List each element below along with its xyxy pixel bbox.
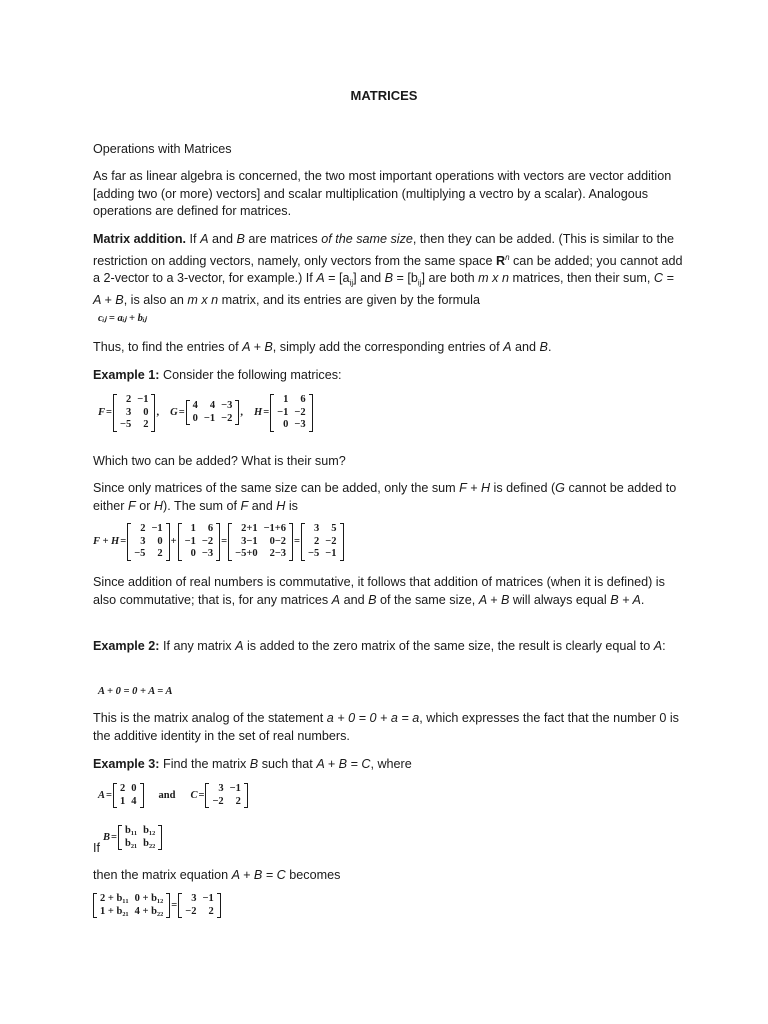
matrix-entry: 1 — [283, 394, 289, 405]
matrix-entry: 0 — [190, 548, 196, 559]
matrix-table — [209, 783, 243, 808]
matrix-sum-expanded — [228, 523, 293, 561]
analog-paragraph — [93, 710, 683, 745]
matrix-table — [274, 394, 308, 432]
matrix-entry: 3 — [314, 523, 320, 534]
matrix-entry: 2 — [140, 523, 146, 534]
matrix-table — [190, 400, 236, 425]
matrix-row — [190, 413, 236, 426]
matrix-entry: −5 — [308, 548, 320, 559]
text: cannot be added to either — [93, 481, 677, 513]
if-word: If — [93, 841, 100, 855]
matrix-entry: −1 — [202, 893, 214, 904]
matrix-row — [209, 783, 243, 796]
var: A — [331, 592, 341, 607]
var: H — [276, 498, 286, 513]
section-heading: Operations with Matrices — [93, 142, 232, 156]
matrix-entry: 0 — [143, 406, 149, 418]
equals: = — [198, 790, 205, 801]
example3-then — [93, 867, 683, 885]
matrix-entry: 0−2 — [269, 535, 287, 547]
text: and — [208, 232, 237, 246]
matrix-entry: 2 — [235, 795, 241, 807]
matrix-row — [232, 523, 289, 536]
matrix-row — [182, 536, 216, 549]
equation: a + 0 = 0 + a = a — [326, 711, 420, 725]
and-word: and — [158, 790, 176, 801]
equals: = — [106, 790, 112, 801]
matrix-entry: 2 — [157, 548, 163, 559]
var: F — [128, 498, 136, 513]
var-b: B — [236, 232, 245, 246]
matrix-row — [182, 906, 216, 919]
real-space-symbol: R — [495, 253, 506, 268]
matrix-table — [117, 394, 151, 432]
matrix-entry: 2 — [208, 905, 214, 917]
matrix-entry: 3−1 — [241, 535, 258, 547]
matrix-entry: −3 — [201, 548, 214, 559]
matrix-a — [113, 783, 144, 808]
matrix-table — [182, 893, 216, 918]
sum-label: F + H — [93, 536, 120, 548]
example3-given-matrices — [98, 783, 248, 808]
matrix-row — [97, 906, 166, 919]
matrix-g-label: G — [170, 407, 178, 419]
matrix-b-definition — [103, 825, 162, 850]
matrix-entry: b₁₁ — [125, 825, 138, 836]
matrix-b-label: B — [103, 832, 111, 843]
text: , which expresses the fact that the number 0 is the additive identity in the set of real numbers. — [93, 711, 679, 743]
matrix-row — [131, 523, 165, 536]
matrix-entry: −3 — [221, 400, 233, 412]
matrix-entry: 2 — [314, 535, 320, 547]
matrix-entry: −2 — [221, 412, 233, 424]
matrix-entry: −2 — [201, 535, 214, 547]
var: G — [555, 481, 565, 495]
matrix-entry: 2 + b₁₁ — [100, 893, 129, 904]
matrix-entry: −1 — [277, 406, 289, 418]
matrix-b — [118, 825, 162, 850]
var: A — [503, 340, 512, 354]
matrix-row — [131, 548, 165, 561]
matrix-entry: −2 — [325, 535, 337, 547]
matrix-entry: 3 — [140, 535, 146, 547]
matrix-entry: 2+1 — [241, 523, 258, 534]
text: and — [511, 340, 540, 354]
text: , simply add the corresponding entries of — [272, 340, 504, 354]
matrix-a-label: A — [98, 790, 106, 801]
text: If — [186, 232, 201, 246]
matrix-row — [232, 548, 289, 561]
sum-formula: cᵢⱼ = aᵢⱼ + bᵢⱼ — [98, 313, 147, 324]
text: is added to the zero matrix of the same size, the result is clearly equal to — [243, 639, 654, 653]
matrix-entry: 2 — [120, 783, 126, 794]
matrix-row — [274, 394, 308, 407]
var: F — [240, 498, 249, 513]
equals: = — [221, 536, 228, 548]
matrix-row — [305, 523, 339, 536]
text: or — [135, 498, 154, 513]
matrix-entry: −1 — [137, 394, 149, 405]
matrix-entry: 3 — [218, 783, 224, 794]
matrix-entry: 2 — [125, 394, 132, 405]
intro-paragraph: As far as linear algebra is concerned, the two most important operations with vectors are vector addition [adding two (or more) vectors] and scalar multiplication (multiplying a vectro by a scalar). Analogous operations are defined for matrices. — [93, 169, 672, 219]
matrix-entry: 6 — [300, 394, 306, 405]
text: can be added; you cannot add a 2-vector to a 3-vector, for example.) If — [93, 253, 683, 286]
matrix-entry: 3 — [125, 406, 132, 418]
matrix-entry: 0 — [131, 783, 137, 794]
matrix-entry: 6 — [207, 523, 214, 534]
equals: = — [120, 536, 127, 548]
matrix-rhs — [178, 893, 220, 918]
matrix-sum-result — [301, 523, 343, 561]
comma: , — [156, 407, 160, 419]
matrix-entry: −1+6 — [263, 523, 287, 534]
text: matrix, and its entries are given by the formula — [218, 293, 480, 308]
equation: A + B = C — [231, 868, 286, 882]
equals: = — [178, 407, 185, 419]
matrix-row — [190, 400, 236, 413]
matrix-entry: −5 — [120, 419, 132, 430]
text: Consider the following matrices: — [159, 368, 342, 382]
text: is defined ( — [490, 481, 556, 495]
page-title: MATRICES — [350, 88, 418, 103]
matrix-lhs — [93, 893, 170, 918]
matrix-c — [205, 783, 247, 808]
matrix-entry: −2 — [212, 795, 224, 807]
matrix-row — [305, 536, 339, 549]
equation: A + B = C — [316, 757, 371, 771]
text: If any matrix — [159, 639, 236, 653]
text: and — [248, 498, 277, 513]
matrix-f — [113, 394, 155, 432]
text: ] and — [353, 271, 385, 286]
var: B — [249, 757, 259, 771]
text: matrices, then their sum, — [508, 271, 654, 286]
equals: = — [106, 407, 112, 419]
text: . — [640, 592, 645, 607]
text: : — [662, 639, 666, 653]
matrix-entry: 0 — [192, 412, 198, 424]
matrix-table — [232, 523, 289, 561]
text: will always equal — [509, 592, 611, 607]
matrix-addition-paragraph — [93, 231, 683, 310]
example1-matrices — [98, 394, 313, 432]
matrix-entry: 0 + b₁₂ — [134, 893, 164, 904]
text: , where — [370, 757, 412, 771]
matrix-entry: −1 — [229, 783, 241, 794]
matrix-table — [131, 523, 165, 561]
matrix-entry: 0 — [157, 535, 163, 547]
matrix-row — [117, 407, 151, 420]
matrix-h-label: H — [254, 407, 263, 419]
example1-intro — [93, 367, 683, 385]
text: becomes — [285, 868, 341, 882]
matrix-entry: 1 — [190, 523, 196, 534]
matrix-c-label: C — [190, 790, 198, 801]
matrix-entry: −1 — [325, 548, 337, 559]
text: Since addition of real numbers is commutative, it follows that addition of matrices (when it is defined) is also commutative; that is, for any matrices — [93, 575, 665, 607]
matrix-entry: −1 — [184, 535, 196, 547]
matrix-row — [232, 536, 289, 549]
matrix-row — [122, 838, 158, 851]
matrix-entry: 2 — [143, 419, 149, 430]
example2-paragraph — [93, 638, 683, 656]
equals: = — [294, 536, 301, 548]
text: of the same size, — [376, 592, 479, 607]
text: Thus, to find the entries of — [93, 340, 243, 354]
matrix-h — [178, 523, 220, 561]
matrix-entry: 0 — [283, 419, 289, 430]
text: = [b — [393, 271, 418, 286]
plus: + — [170, 536, 177, 548]
matrix-row — [97, 893, 166, 906]
matrix-entry: −5+0 — [235, 548, 258, 559]
example1-answer — [93, 480, 683, 515]
comma: , — [240, 407, 244, 419]
var: B — [368, 592, 377, 607]
text: Find the matrix — [159, 757, 250, 771]
text: . — [547, 340, 552, 354]
var-b: B — [384, 271, 394, 286]
var: B + A — [610, 592, 641, 607]
var: F + H — [459, 481, 491, 495]
matrix-g — [186, 400, 240, 425]
text: and — [340, 592, 369, 607]
example-label: Example 3: — [93, 757, 160, 771]
commutative-paragraph — [93, 574, 683, 609]
matrix-entry: −1 — [151, 523, 163, 534]
matrix-entry: −2 — [294, 406, 306, 418]
example3-equation — [93, 893, 221, 918]
var: A + B — [242, 340, 273, 354]
matrix-addition-heading: Matrix addition. — [93, 232, 187, 246]
matrix-entry: −3 — [294, 419, 306, 430]
matrix-entry: 4 — [131, 795, 137, 807]
matrix-table — [97, 893, 166, 918]
matrix-entry: 2−3 — [269, 548, 287, 559]
var-a: A — [200, 232, 209, 246]
equals: = — [111, 832, 117, 843]
matrix-row — [117, 783, 140, 796]
subscript: ij — [417, 278, 422, 288]
thus-paragraph — [93, 339, 683, 357]
equals: = — [263, 407, 270, 419]
text: = [a — [324, 271, 350, 286]
matrix-row — [274, 419, 308, 432]
equals: = — [171, 900, 178, 911]
example1-sum — [93, 523, 344, 561]
matrix-row — [305, 548, 339, 561]
matrix-entry: 4 — [192, 400, 198, 412]
example3-intro — [93, 756, 683, 774]
exponent: n — [505, 252, 510, 262]
emphasis: of the same size — [321, 232, 413, 246]
matrix-row — [117, 419, 151, 432]
matrix-entry: −1 — [203, 412, 216, 424]
matrix-row — [182, 523, 216, 536]
example-label: Example 1: — [93, 368, 160, 382]
matrix-f-label: F — [98, 407, 106, 419]
dims: m x n — [187, 293, 219, 308]
matrix-row — [209, 796, 243, 809]
matrix-row — [122, 825, 158, 838]
matrix-table — [117, 783, 140, 808]
matrix-entry: 4 + b₂₂ — [134, 905, 164, 917]
matrix-f — [127, 523, 169, 561]
matrix-row — [117, 394, 151, 407]
matrix-entry: b₂₁ — [125, 837, 138, 849]
zero-identity-equation: A + 0 = 0 + A = A — [98, 686, 173, 697]
example1-question: Which two can be added? What is their sum? — [93, 454, 346, 468]
sum-eq: C = A + B — [93, 271, 674, 308]
matrix-entry: −5 — [134, 548, 146, 559]
text: , then they can be added. (This is similar to the restriction on adding vectors, namely, only vectors from the same space — [93, 232, 674, 268]
text: Since only matrices of the same size can be added, only the sum — [93, 481, 460, 495]
matrix-entry: 5 — [331, 523, 337, 534]
matrix-row — [131, 536, 165, 549]
matrix-row — [182, 548, 216, 561]
text: such that — [258, 757, 317, 771]
matrix-row — [117, 796, 140, 809]
var-a: A — [316, 271, 325, 286]
text: , is also an — [123, 293, 188, 308]
matrix-row — [182, 893, 216, 906]
example-label: Example 2: — [93, 639, 160, 653]
text: ). The sum of — [163, 498, 241, 513]
text: is — [285, 498, 298, 513]
matrix-entry: 4 — [209, 400, 216, 412]
var: B — [539, 340, 548, 354]
text: This is the matrix analog of the statement — [93, 711, 327, 725]
matrix-entry: b₂₂ — [143, 837, 156, 849]
var: H — [153, 498, 164, 513]
var: A — [653, 639, 663, 653]
var: A — [235, 639, 244, 653]
matrix-row — [274, 407, 308, 420]
dims: m x n — [478, 271, 509, 286]
text: are matrices — [244, 232, 322, 246]
var: A + B — [478, 592, 510, 607]
text: then the matrix equation — [93, 868, 232, 882]
subscript: ij — [349, 278, 354, 288]
matrix-table — [182, 523, 216, 561]
matrix-entry: 1 + b₂₁ — [100, 905, 129, 917]
matrix-h — [270, 394, 312, 432]
matrix-table — [122, 825, 158, 850]
matrix-entry: b₁₂ — [143, 825, 156, 836]
matrix-entry: −2 — [185, 905, 197, 917]
matrix-entry: 3 — [191, 893, 197, 904]
text: ] are both — [421, 271, 479, 286]
matrix-table — [305, 523, 339, 561]
matrix-entry: 1 — [120, 795, 126, 807]
